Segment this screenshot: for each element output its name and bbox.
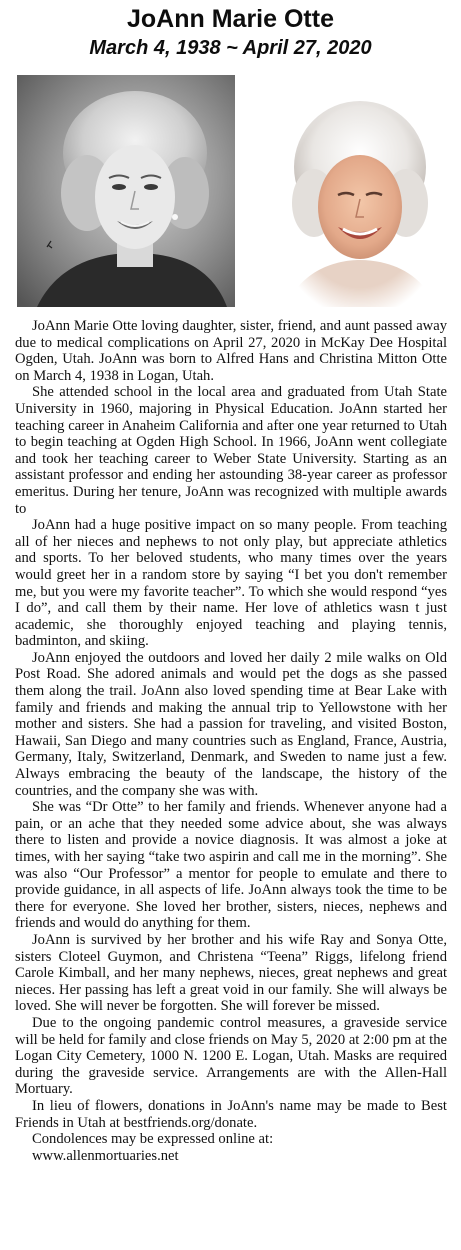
portrait-young-photo	[17, 75, 235, 307]
paragraph-impact: JoAnn had a huge positive impact on so many people. From teaching all of her nieces and nephews to not only play, but appreciate athletics and sports. To her beloved students, who many times over the years would greet her in a random store by saying “I bet you don't remember me, but you were my favorite teacher”. To which she would respond “yes I do”, and call them by their name. Her love of athletics wasn t just academic, she thoroughly enjoyed teaching and playing tennis, badminton, and skiing.	[15, 517, 447, 650]
paragraph-donations: In lieu of flowers, donations in JoAnn's name may be made to Best Friends in Utah at bestfriends.org/donate.	[15, 1097, 447, 1131]
paragraph-survivors: JoAnn is survived by her brother and his wife Ray and Sonya Otte, sisters Cloteel Guymon, and Christena “Teena” Riggs, lifelong friend Carole Kimball, and her many nephews, nieces, great nephews and great nieces. Her passing has left a great void in our family. She will always be loved. She will never be forgotten. She will forever be missed.	[15, 931, 447, 1015]
paragraph-intro: JoAnn Marie Otte loving daughter, sister, friend, and aunt passed away due to medical complications on April 27, 2020 in McKay Dee Hospital Ogden, Utah. JoAnn was born to Alfred Hans and Christina Mitton Otte on March 4, 1938 in Logan, Utah.	[15, 318, 447, 384]
portrait-young-drawing	[17, 75, 235, 307]
paragraph-dr-otte: She was “Dr Otte” to her family and friends. Whenever anyone had a pain, or an ache that they needed some advice about, she was always there to listen and provide a novice diagnosis. It was almost a joke at times, with her saying “take two aspirin and call me in the morning”. She was also “Our Professor” a mentor for people to emulate and there to provide guidance, in all aspects of life. JoAnn always took the time to be there for everyone. She loved her brother, sisters, nieces, nephews and friends and would do anything for them.	[15, 799, 447, 932]
portrait-recent-photo	[276, 85, 444, 307]
obituary-name: JoAnn Marie Otte	[127, 5, 334, 33]
obituary-text	[15, 318, 447, 1164]
paragraph-outdoors: JoAnn enjoyed the outdoors and loved her daily 2 mile walks on Old Post Road. She adored animals and would pet the dogs as she passed them along the trail. JoAnn also loved spending time at Bear Lake with family and friends and making the annual trip to Yellowstone with her mother and sisters. She had a passion for traveling, and visited Boston, Hawaii, San Diego and many countries such as England, France, Austria, Germany, Italy, Switzerland, Denmark, and Sweden to name just a few. Always embracing the beauty of the landscape, the history of the countries, and the company she was with.	[15, 649, 447, 799]
paragraph-career: She attended school in the local area and graduated from Utah State University in 1960, majoring in Physical Education. JoAnn started her teaching career in Anaheim California and after one year returned to Utah to begin teaching at Ogden High School. In 1966, JoAnn went collegiate and took her teaching career to Weber State University. Starting as an assistant professor and ending her astounding 38-year career as professor emeritus. During her tenure, JoAnn was recognized with multiple awards to	[15, 384, 447, 517]
mortuary-website-link[interactable]: www.allenmortuaries.net	[32, 1147, 179, 1164]
condolences-line: Condolences may be expressed online at:	[32, 1131, 274, 1148]
portrait-recent-drawing	[276, 85, 444, 307]
life-dates: March 4, 1938 ~ April 27, 2020	[89, 37, 372, 59]
paragraph-service: Due to the ongoing pandemic control measures, a graveside service will be held for family and close friends on May 5, 2020 at 2:00 pm at the Logan City Cemetery, 1000 N. 1200 E. Logan, Utah. Masks are required during the graveside service. Arrangements are with the Allen-Hall Mortuary.	[15, 1014, 447, 1098]
